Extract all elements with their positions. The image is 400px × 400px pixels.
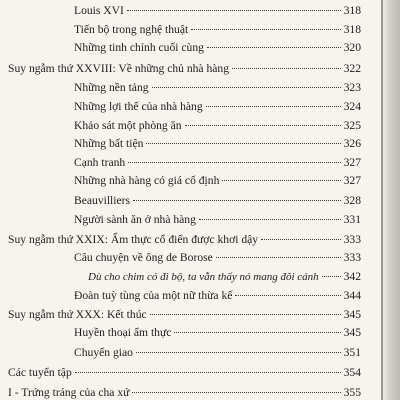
dot-leader xyxy=(150,314,341,315)
toc-entry xyxy=(74,194,361,214)
toc-entry-title: Các tuyển tập xyxy=(8,366,72,379)
toc-entry-page: 318 xyxy=(343,4,361,17)
toc-entry-page: 320 xyxy=(343,41,361,54)
toc-entry-title: Louis XVI xyxy=(74,4,124,17)
toc-entry xyxy=(74,4,361,24)
toc-entry-title: Chuyển giao xyxy=(74,346,133,359)
toc-entry-title: Câu chuyện về ông de Borose xyxy=(74,251,213,264)
toc-entry-page: 318 xyxy=(343,23,361,36)
toc-entry-page: 327 xyxy=(343,174,361,187)
toc-entry-title: Cạnh tranh xyxy=(74,156,126,169)
toc-entry-page: 345 xyxy=(343,326,361,339)
toc-entry-title: Suy ngẫm thứ XXVIII: Về những chủ nhà hàng xyxy=(8,62,230,75)
toc-entry-page: 342 xyxy=(343,270,361,283)
dot-leader xyxy=(232,68,341,69)
toc-entry-page: 333 xyxy=(343,233,361,246)
toc-entry xyxy=(74,213,361,233)
toc-entry xyxy=(74,289,361,309)
dot-leader xyxy=(191,29,340,30)
dot-leader xyxy=(216,257,341,258)
dot-leader xyxy=(133,200,341,201)
toc-entry xyxy=(74,81,361,101)
toc-entry xyxy=(74,137,361,157)
dot-leader xyxy=(235,295,340,296)
toc-entry xyxy=(74,41,361,61)
toc-entry-page: 345 xyxy=(343,308,361,321)
toc-entry-title: Dù cho chim có đi bộ, ta vẫn thấy nó mang đôi cánh xyxy=(88,271,319,283)
toc-subentry xyxy=(88,270,361,290)
dot-leader xyxy=(75,372,341,373)
toc-entry-page: 327 xyxy=(343,156,361,169)
toc-entry-page: 326 xyxy=(343,137,361,150)
toc-entry-page: 328 xyxy=(343,194,361,207)
toc-entry-title: Những tinh chỉnh cuối cùng xyxy=(74,41,204,54)
toc-entry-page: 351 xyxy=(343,346,361,359)
dot-leader xyxy=(174,332,340,333)
dot-leader xyxy=(146,143,340,144)
toc-entry-title: Beauvilliers xyxy=(74,194,131,207)
toc-entry-title: Những nền tảng xyxy=(74,81,149,94)
toc-entry-page: 324 xyxy=(343,100,361,113)
dot-leader xyxy=(322,276,341,277)
toc-chapter xyxy=(8,366,361,386)
toc-entry xyxy=(74,326,361,346)
toc-entry xyxy=(74,23,361,43)
dot-leader xyxy=(132,392,340,393)
toc-entry-title: Huyền thoại ẩm thực xyxy=(74,326,172,339)
dot-leader xyxy=(206,106,341,107)
toc-entry-page: 325 xyxy=(343,119,361,132)
toc-entry-page: 323 xyxy=(343,81,361,94)
toc-entry-page: 344 xyxy=(343,289,361,302)
toc-entry xyxy=(74,156,361,176)
toc-entry-page: 331 xyxy=(343,213,361,226)
toc-entry-title: Người sành ăn ở nhà hàng xyxy=(74,213,196,226)
toc-entry-title: Những lợi thế của nhà hàng xyxy=(74,100,203,113)
dot-leader xyxy=(136,352,341,353)
dot-leader xyxy=(222,180,340,181)
toc-entry-title: Đoàn tuỳ tùng của một nữ thừa kế xyxy=(74,289,233,302)
dot-leader xyxy=(261,239,341,240)
page-edge xyxy=(383,0,400,400)
toc-entry xyxy=(74,100,361,120)
toc-entry xyxy=(74,251,361,271)
toc-entry-page: 354 xyxy=(343,366,361,379)
dot-leader xyxy=(127,10,341,11)
toc-chapter xyxy=(8,386,361,400)
toc-entry xyxy=(74,346,361,366)
toc-chapter xyxy=(8,62,361,82)
dot-leader xyxy=(128,162,340,163)
toc-chapter xyxy=(8,233,361,253)
toc-entry-title: Khảo sát một phòng ăn xyxy=(74,119,182,132)
toc-entry-page: 355 xyxy=(343,386,361,399)
toc-entry-page: 333 xyxy=(343,251,361,264)
dot-leader xyxy=(207,47,341,48)
dot-leader xyxy=(199,219,341,220)
dot-leader xyxy=(152,87,341,88)
toc-entry-title: Suy ngẫm thứ XXX: Kết thúc xyxy=(8,308,147,321)
toc-entry-title: Tiến bộ trong nghệ thuật xyxy=(74,23,189,36)
toc-chapter xyxy=(8,308,361,328)
toc-entry-title: I - Trứng tráng của cha xứ xyxy=(8,386,130,399)
toc-entry-title: Những bất tiện xyxy=(74,137,144,150)
toc-entry-title: Những nhà hàng có giá cố định xyxy=(74,174,220,187)
dot-leader xyxy=(185,125,341,126)
toc-entry xyxy=(74,119,361,139)
toc-entry xyxy=(74,174,361,194)
toc-entry-page: 322 xyxy=(343,62,361,75)
toc-entry-title: Suy ngẫm thứ XXIX: Ẩm thực cổ điển được khơi dậy xyxy=(8,233,259,246)
